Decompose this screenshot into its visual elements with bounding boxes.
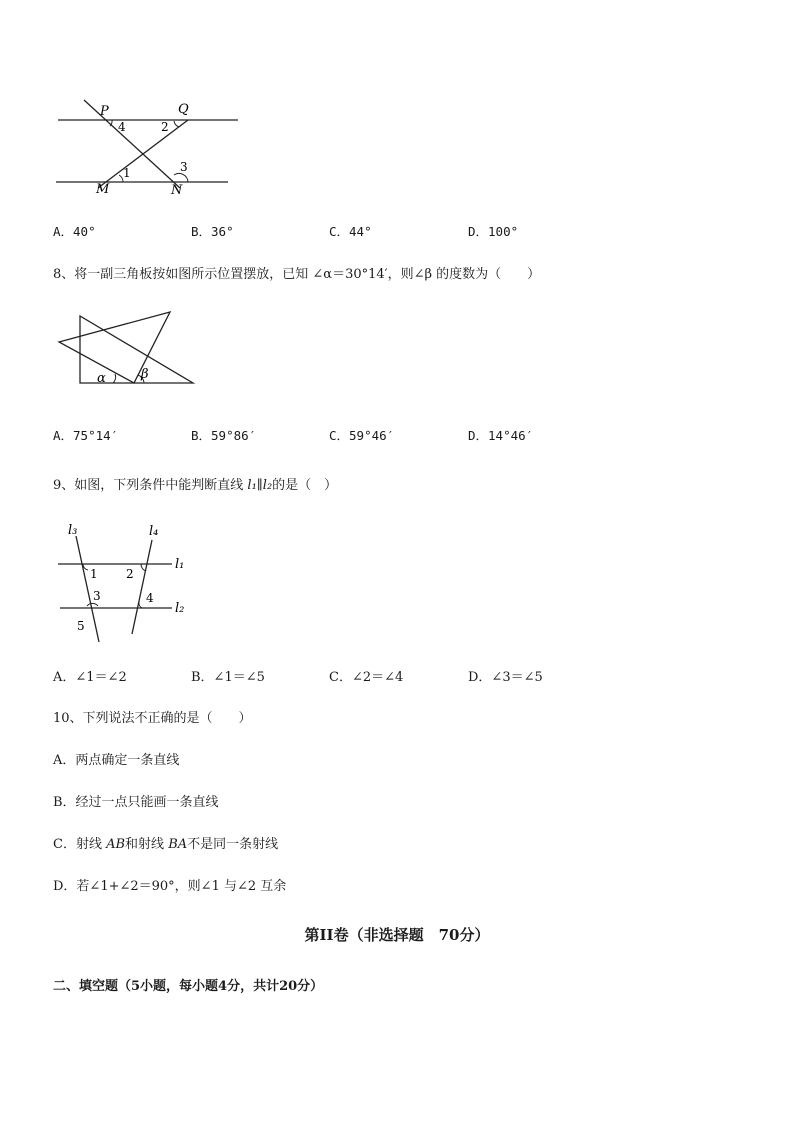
q7-label-n: N [171,183,183,198]
q10-option-c-suffix: 不是同一条射线 [187,837,279,852]
q7-option-b[interactable]: B．36° [191,224,234,239]
q10-option-c-ray-ab: AB [106,837,126,852]
q7-option-d[interactable]: D．100° [468,224,519,239]
q9-option-b[interactable]: B．∠1＝∠5 [191,670,265,685]
q10-option-b[interactable]: B．经过一点只能画一条直线 [53,795,219,810]
q10-stem: 10、下列说法不正确的是（ ） [53,711,252,726]
q9-option-d[interactable]: D．∠3＝∠5 [468,670,543,685]
section-part-heading: 二、填空题（5小题，每小题4分，共计20分） [53,979,324,994]
q8-option-b[interactable]: B．59°86′ [191,428,257,443]
q7-option-c[interactable]: C．44° [329,224,372,239]
q7-label-m: M [96,182,110,197]
q8-stem: 8、将一副三角板按如图所示位置摆放，已知 ∠α＝30°14′，则∠β 的度数为（ ） [53,267,541,282]
q8-slanted-triangle [59,312,170,383]
q7-label-angle-3: 3 [180,160,188,174]
q10-option-c-prefix: C．射线 [53,837,107,852]
q7-angle-2-arc [174,121,179,127]
q9-label-l3: l₃ [68,523,78,538]
q9-label-angle-3: 3 [93,589,101,603]
q9-figure [54,520,194,645]
q10-option-c[interactable] [53,833,278,852]
q9-stem-prefix: 9、如图，下列条件中能判断直线 [53,478,248,493]
q9-label-l2: l₂ [175,601,185,616]
q10-option-a[interactable]: A．两点确定一条直线 [53,753,180,768]
q8-label-alpha: α [97,371,106,386]
q7-figure [50,96,240,200]
q9-angle-4-arc [139,602,142,608]
q9-label-angle-5: 5 [77,619,85,633]
q8-option-c[interactable]: C．59°46′ [329,428,395,443]
q7-label-q: Q [178,102,189,117]
q9-label-l1: l₁ [175,557,185,572]
q7-line-pn [84,100,180,188]
q10-option-d[interactable]: D．若∠1+∠2＝90°，则∠1 与∠2 互余 [53,879,287,894]
q8-option-a[interactable]: A．75°14′ [53,428,119,443]
q9-label-angle-4: 4 [146,591,154,605]
q9-angle-3-arc [87,603,98,606]
q9-option-c[interactable]: C．∠2＝∠4 [329,670,404,685]
q8-label-beta: β [141,367,149,382]
q8-alpha-arc [113,374,116,383]
q9-stem [53,474,337,493]
q9-label-angle-2: 2 [126,567,134,581]
q9-option-a[interactable]: A．∠1＝∠2 [53,670,127,685]
q10-option-c-ray-ba: BA [168,837,188,852]
q7-label-p: P [100,104,109,119]
q7-label-angle-1: 1 [123,166,131,180]
q9-stem-suffix: 的是（ ） [272,478,338,493]
q9-line-l4 [132,540,152,634]
q8-option-d[interactable]: D．14°46′ [468,428,534,443]
q9-label-l4: l₄ [149,524,159,539]
q7-label-angle-4: 4 [118,120,126,134]
q7-label-angle-2: 2 [161,120,169,134]
q10-option-c-mid: 和射线 [125,837,169,852]
q9-stem-math: l₁∥l₂ [247,478,273,493]
q8-figure [55,306,200,388]
q9-label-angle-1: 1 [90,567,98,581]
section-title: 第II卷（非选择题 70分） [304,926,490,944]
q7-line-qm [98,120,188,188]
q7-angle-3-arc [174,173,188,182]
q7-option-a[interactable]: A．40° [53,224,96,239]
